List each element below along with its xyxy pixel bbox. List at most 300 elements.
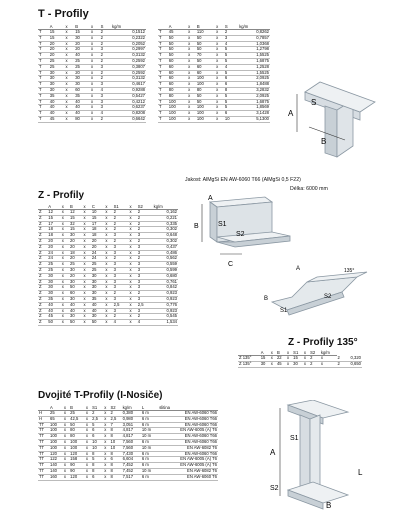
table-header-cell: A bbox=[49, 24, 65, 30]
table-cell: 22 bbox=[276, 356, 286, 362]
table-cell: 0,776 bbox=[153, 302, 178, 308]
table-header-cell: S2 bbox=[309, 350, 320, 356]
table-cell: 30 bbox=[49, 76, 65, 82]
table-cell: x bbox=[83, 227, 91, 233]
table-cell: x bbox=[104, 262, 112, 268]
table-cell: x bbox=[215, 58, 224, 64]
table-cell: 30 bbox=[91, 291, 105, 297]
table-cell: x bbox=[187, 76, 196, 82]
table-header-cell: B bbox=[69, 204, 83, 210]
table-cell: 2 bbox=[137, 256, 153, 262]
table-cell: 1,5525 bbox=[238, 53, 270, 59]
table-cell: T bbox=[38, 93, 49, 99]
table-cell: 1,534 bbox=[153, 320, 178, 326]
table-cell: x bbox=[270, 361, 276, 367]
table-cell: x bbox=[83, 314, 91, 320]
table-cell: 3 bbox=[113, 308, 129, 314]
table-cell: x bbox=[187, 47, 196, 53]
table-cell: x bbox=[128, 210, 136, 216]
table-cell: 2 bbox=[137, 210, 153, 216]
table-cell: 30 bbox=[47, 291, 61, 297]
table-cell: x bbox=[83, 308, 91, 314]
table-cell: 5 bbox=[224, 53, 238, 59]
table-cell: 122 bbox=[49, 457, 63, 463]
table-cell: x bbox=[65, 111, 75, 117]
table-cell: 4,817 bbox=[122, 428, 141, 434]
table-cell: x bbox=[104, 291, 112, 297]
table-cell: Z bbox=[38, 285, 47, 291]
table-cell: 7,517 bbox=[122, 474, 141, 480]
table-cell: 24 bbox=[47, 256, 61, 262]
table-cell: 10 bbox=[224, 116, 238, 122]
table-cell: 15 bbox=[74, 30, 90, 36]
table-cell: 20 bbox=[69, 273, 83, 279]
table-cell: x bbox=[128, 314, 136, 320]
table-cell: x bbox=[103, 463, 109, 469]
table-cell: 6 m bbox=[141, 416, 158, 422]
table-cell: 25 bbox=[91, 262, 105, 268]
table-cell: 42,5 bbox=[69, 416, 85, 422]
table-cell: x bbox=[85, 411, 91, 417]
table-cell: 0,2052 bbox=[111, 41, 146, 47]
z135-profile-title: Z - Profily 135° bbox=[288, 337, 358, 348]
table-cell: Z bbox=[38, 238, 47, 244]
table-cell: x bbox=[85, 463, 91, 469]
table-cell: 3 bbox=[137, 308, 153, 314]
table-cell: Z bbox=[38, 250, 47, 256]
table-cell: x bbox=[83, 285, 91, 291]
table-cell: 0,486 bbox=[153, 250, 178, 256]
table-cell: x bbox=[104, 210, 112, 216]
table-cell: 80 bbox=[74, 116, 90, 122]
i-label-b: B bbox=[326, 501, 332, 510]
table-cell: 15 bbox=[47, 215, 61, 221]
table-cell: 30 bbox=[91, 314, 105, 320]
table-cell: 4 bbox=[224, 64, 238, 70]
table-cell: 25 bbox=[74, 58, 90, 64]
table-cell: 30 bbox=[47, 285, 61, 291]
table-cell: x bbox=[63, 434, 69, 440]
table-cell: 15 bbox=[292, 356, 303, 362]
table-cell: 1,0368 bbox=[238, 41, 270, 47]
table-cell: 30 bbox=[69, 233, 83, 239]
table-cell: T bbox=[158, 64, 168, 70]
table-cell: 3,051 bbox=[122, 422, 141, 428]
table-cell: 2 bbox=[309, 356, 320, 362]
table-cell: 65 bbox=[49, 416, 63, 422]
table-cell: 8 bbox=[224, 87, 238, 93]
table-cell: 5 bbox=[224, 93, 238, 99]
z135-label-a: A bbox=[296, 266, 301, 272]
table-cell: x bbox=[128, 262, 136, 268]
table-cell: 50 bbox=[196, 99, 215, 105]
table-cell: 35 bbox=[74, 93, 90, 99]
table-cell: 50 bbox=[47, 320, 61, 326]
table-cell: 7,452 bbox=[122, 463, 141, 469]
z-label-a: A bbox=[208, 195, 213, 202]
table-cell: T bbox=[38, 30, 49, 36]
table-cell: 0,8262 bbox=[238, 30, 270, 36]
table-cell: x bbox=[90, 99, 100, 105]
table-cell: x bbox=[61, 227, 69, 233]
table-cell: x bbox=[61, 273, 69, 279]
table-cell: x bbox=[320, 356, 337, 362]
table-cell: 3 bbox=[137, 279, 153, 285]
table-header-cell: x bbox=[83, 204, 91, 210]
table-cell: 4 bbox=[137, 320, 153, 326]
table-cell: TT bbox=[38, 445, 49, 451]
table-cell: 20 bbox=[47, 244, 61, 250]
table-cell: x bbox=[83, 210, 91, 216]
table-cell: x bbox=[83, 244, 91, 250]
z135-profile-table bbox=[238, 350, 362, 368]
table-cell: 5,1300 bbox=[238, 116, 270, 122]
table-cell: 40 bbox=[49, 111, 65, 117]
table-cell: 12 bbox=[69, 210, 83, 216]
table-cell: 110 bbox=[196, 30, 215, 36]
table-cell: x bbox=[215, 111, 224, 117]
table-cell: x bbox=[61, 285, 69, 291]
table-cell: x bbox=[128, 267, 136, 273]
table-header-cell: x bbox=[104, 204, 112, 210]
table-header-cell: A bbox=[49, 405, 63, 411]
table-cell: 40 bbox=[49, 105, 65, 111]
table-cell: 18 bbox=[47, 227, 61, 233]
table-cell: 0,559 bbox=[153, 262, 178, 268]
table-cell: 0,761 bbox=[153, 279, 178, 285]
table-cell: T bbox=[158, 30, 168, 36]
table-cell: 15 bbox=[49, 35, 65, 41]
table-cell: 2 bbox=[137, 227, 153, 233]
table-cell: 0,4212 bbox=[111, 99, 146, 105]
table-cell: 2 bbox=[110, 411, 122, 417]
table-header-cell: x bbox=[63, 405, 69, 411]
table-cell: x bbox=[65, 99, 75, 105]
table-cell: 0,650 bbox=[343, 361, 362, 367]
table-cell: x bbox=[61, 291, 69, 297]
table-cell: 1,6875 bbox=[238, 99, 270, 105]
i-profile-title: Dvojité T-Profily (I-Nosiče) bbox=[38, 390, 163, 401]
table-cell: x bbox=[187, 58, 196, 64]
table-cell: x bbox=[65, 47, 75, 53]
table-cell: Z bbox=[38, 267, 47, 273]
table-cell: 3 bbox=[137, 233, 153, 239]
table-cell: 45 bbox=[49, 116, 65, 122]
table-row bbox=[158, 116, 270, 122]
table-cell: 70 bbox=[196, 53, 215, 59]
table-cell: 6 m bbox=[141, 474, 158, 480]
table-cell: 30 bbox=[69, 279, 83, 285]
table-cell: 50 bbox=[69, 422, 85, 428]
z-label-c: C bbox=[228, 261, 234, 268]
table-cell: T bbox=[158, 82, 168, 88]
table-cell: 10 bbox=[110, 445, 122, 451]
table-cell: 15 bbox=[260, 356, 270, 362]
table-cell: 50 bbox=[168, 53, 187, 59]
table-cell: x bbox=[90, 53, 100, 59]
table-cell: 8 bbox=[110, 428, 122, 434]
table-cell: 50 bbox=[168, 47, 187, 53]
table-header-cell: B bbox=[74, 24, 90, 30]
z-profile-table bbox=[38, 204, 178, 326]
table-cell: 8 bbox=[110, 463, 122, 469]
table-cell: x bbox=[65, 64, 75, 70]
table-cell: x bbox=[187, 70, 196, 76]
table-cell: 2 bbox=[137, 238, 153, 244]
table-cell: Z bbox=[38, 233, 47, 239]
table-cell: 2 bbox=[100, 76, 111, 82]
table-header-cell: S bbox=[100, 24, 111, 30]
table-cell: EN AW-6005 (A) T6 bbox=[158, 457, 218, 463]
table-cell: 40 bbox=[69, 308, 83, 314]
table-cell: 120 bbox=[49, 451, 63, 457]
table-cell: 15 bbox=[69, 227, 83, 233]
table-cell: x bbox=[83, 262, 91, 268]
table-cell: x bbox=[215, 53, 224, 59]
table-cell: T bbox=[38, 70, 49, 76]
table-cell: 7,452 bbox=[122, 468, 141, 474]
table-cell: T bbox=[158, 111, 168, 117]
table-cell: 8 bbox=[91, 468, 103, 474]
table-cell: x bbox=[187, 64, 196, 70]
table-cell: 0,9288 bbox=[111, 87, 146, 93]
table-cell: 40 bbox=[91, 308, 105, 314]
table-cell: x bbox=[215, 76, 224, 82]
table-cell: x bbox=[187, 35, 196, 41]
table-cell: 0,2322 bbox=[111, 35, 146, 41]
table-cell: x bbox=[103, 416, 109, 422]
table-cell: 30 bbox=[49, 70, 65, 76]
table-cell: 4 bbox=[100, 111, 111, 117]
table-header-cell: S1 bbox=[113, 204, 129, 210]
table-cell: EN AW-6060 T66 bbox=[158, 422, 218, 428]
table-cell: 12 bbox=[47, 210, 61, 216]
table-cell: 0,2997 bbox=[111, 47, 146, 53]
table-cell: x bbox=[65, 82, 75, 88]
table-cell: x bbox=[85, 422, 91, 428]
table-cell: x bbox=[103, 439, 109, 445]
table-cell: 3 bbox=[137, 244, 153, 250]
table-cell: 2 bbox=[100, 35, 111, 41]
table-cell: x bbox=[83, 273, 91, 279]
i-label-s2: S2 bbox=[270, 485, 279, 492]
table-cell: TT bbox=[38, 468, 49, 474]
table-cell: H bbox=[38, 411, 49, 417]
table-header-cell: S2 bbox=[137, 204, 153, 210]
z135-label-s1: S1 bbox=[280, 308, 288, 314]
table-cell: x bbox=[61, 296, 69, 302]
table-cell: x bbox=[83, 256, 91, 262]
table-cell: x bbox=[63, 428, 69, 434]
table-cell: 0,6642 bbox=[111, 116, 146, 122]
table-cell: 100 bbox=[168, 105, 187, 111]
table-cell: 2 bbox=[113, 221, 129, 227]
table-cell: 120 bbox=[69, 474, 85, 480]
table-cell: 30 bbox=[74, 35, 90, 41]
table-cell: x bbox=[215, 82, 224, 88]
table-cell: T bbox=[158, 87, 168, 93]
table-cell: x bbox=[104, 296, 112, 302]
table-header-cell: x bbox=[187, 24, 196, 30]
table-header-cell: x bbox=[85, 405, 91, 411]
table-cell: Z 135° bbox=[238, 361, 260, 367]
table-cell: x bbox=[215, 64, 224, 70]
table-header-cell: S bbox=[224, 24, 238, 30]
table-cell: 80 bbox=[69, 434, 85, 440]
table-cell: 8 bbox=[110, 474, 122, 480]
table-cell: x bbox=[103, 474, 109, 480]
table-cell: x bbox=[215, 35, 224, 41]
table-cell: 10 m bbox=[141, 468, 158, 474]
table-cell: 3 bbox=[100, 93, 111, 99]
table-cell: 0,545 bbox=[153, 314, 178, 320]
table-cell: x bbox=[90, 70, 100, 76]
table-cell: 100 bbox=[168, 111, 187, 117]
table-cell: T bbox=[38, 47, 49, 53]
table-cell: 20 bbox=[49, 41, 65, 47]
table-row bbox=[38, 116, 146, 122]
table-cell: x bbox=[187, 87, 196, 93]
table-cell: Z bbox=[38, 320, 47, 326]
table-cell: x bbox=[104, 238, 112, 244]
table-cell: 5 bbox=[224, 99, 238, 105]
table-cell: x bbox=[63, 457, 69, 463]
material-note: Jakost: AlMgSi EN AW-6060 T66 (AlMgSi 0,5 F22) bbox=[185, 177, 301, 183]
table-cell: 1,8569 bbox=[238, 105, 270, 111]
table-cell: x bbox=[128, 308, 136, 314]
table-cell: TT bbox=[38, 434, 49, 440]
table-cell: 6 bbox=[91, 434, 103, 440]
table-cell: 100 bbox=[49, 434, 63, 440]
table-cell: x bbox=[83, 221, 91, 227]
table-cell: 60 bbox=[168, 58, 187, 64]
table-cell: 80 bbox=[168, 93, 187, 99]
table-cell: 2,5 bbox=[91, 416, 103, 422]
table-cell: x bbox=[83, 267, 91, 273]
t-profile-title: T - Profily bbox=[38, 8, 89, 20]
table-cell: 2 bbox=[137, 314, 153, 320]
table-cell: 0,320 bbox=[343, 356, 362, 362]
table-cell: T bbox=[158, 35, 168, 41]
table-cell: 40 bbox=[74, 53, 90, 59]
table-cell: 2 bbox=[137, 291, 153, 297]
table-cell: T bbox=[158, 70, 168, 76]
table-cell: 3 bbox=[100, 64, 111, 70]
table-cell: 2,5 bbox=[137, 302, 153, 308]
table-cell: 2 bbox=[337, 356, 344, 362]
table-cell: 20 bbox=[69, 244, 83, 250]
table-cell: T bbox=[158, 53, 168, 59]
table-cell: 0,302 bbox=[153, 227, 178, 233]
z135-label-b: B bbox=[264, 296, 269, 302]
table-cell: TT bbox=[38, 428, 49, 434]
table-cell: 0,3132 bbox=[111, 76, 146, 82]
table-cell: 6 m bbox=[141, 457, 158, 463]
table-cell: x bbox=[90, 82, 100, 88]
table-cell: TT bbox=[38, 457, 49, 463]
table-cell: 160 bbox=[49, 474, 63, 480]
table-cell: 2,0925 bbox=[238, 93, 270, 99]
table-cell: 40 bbox=[74, 111, 90, 117]
table-cell: x bbox=[90, 87, 100, 93]
table-cell: 18 bbox=[91, 233, 105, 239]
table-cell: 3 bbox=[137, 285, 153, 291]
table-cell: x bbox=[65, 76, 75, 82]
table-cell: 3,1428 bbox=[238, 111, 270, 117]
table-cell: 20 bbox=[49, 53, 65, 59]
table-cell: 5 bbox=[91, 457, 103, 463]
table-cell: 20 bbox=[69, 256, 83, 262]
table-cell: x bbox=[103, 445, 109, 451]
table-cell: 2 bbox=[113, 210, 129, 216]
table-cell: x bbox=[83, 233, 91, 239]
table-row bbox=[38, 474, 218, 480]
table-cell: 3 bbox=[113, 262, 129, 268]
table-cell: 3 bbox=[113, 285, 129, 291]
table-cell: 30 bbox=[47, 273, 61, 279]
table-header-cell: kg/m bbox=[122, 405, 141, 411]
table-cell: Z bbox=[38, 314, 47, 320]
table-cell: 0,4617 bbox=[111, 82, 146, 88]
i-profile-drawing bbox=[248, 400, 378, 515]
table-cell: x bbox=[104, 221, 112, 227]
table-cell: x bbox=[90, 111, 100, 117]
table-cell: 2 bbox=[100, 41, 111, 47]
table-header-cell: C bbox=[91, 204, 105, 210]
table-cell: x bbox=[103, 422, 109, 428]
i-label-s1: S1 bbox=[290, 435, 299, 442]
table-cell: 45 bbox=[47, 314, 61, 320]
table-cell: 3 bbox=[100, 99, 111, 105]
table-cell: 50 bbox=[196, 58, 215, 64]
table-cell: x bbox=[65, 30, 75, 36]
table-cell: x bbox=[90, 64, 100, 70]
table-cell: 3 bbox=[113, 233, 129, 239]
table-cell: x bbox=[128, 227, 136, 233]
table-cell: 24 bbox=[91, 250, 105, 256]
table-cell: 25 bbox=[91, 267, 105, 273]
table-cell: 24 bbox=[47, 250, 61, 256]
table-header-cell: x bbox=[303, 350, 309, 356]
table-header-cell: B bbox=[196, 24, 215, 30]
table-header-cell: S1 bbox=[91, 405, 103, 411]
table-cell: T bbox=[38, 58, 49, 64]
table-cell: T bbox=[158, 41, 168, 47]
table-cell: Z bbox=[38, 302, 47, 308]
table-cell: 2 bbox=[113, 227, 129, 233]
table-cell: x bbox=[90, 116, 100, 122]
table-cell: x bbox=[90, 93, 100, 99]
table-cell: 80 bbox=[196, 87, 215, 93]
table-cell: 3 bbox=[224, 35, 238, 41]
table-cell: x bbox=[90, 58, 100, 64]
table-cell: x bbox=[61, 320, 69, 326]
table-cell: EN AW-6060 T66 bbox=[158, 434, 218, 440]
table-cell: 25 bbox=[49, 411, 63, 417]
table-cell: 0,302 bbox=[153, 238, 178, 244]
table-cell: EN AW-6060 T66 bbox=[158, 451, 218, 457]
table-cell: 2 bbox=[337, 361, 344, 367]
table-cell: 1,2528 bbox=[238, 64, 270, 70]
table-cell: 5 bbox=[224, 105, 238, 111]
table-cell: x bbox=[128, 244, 136, 250]
table-cell: 60 bbox=[74, 87, 90, 93]
table-cell: 100 bbox=[168, 99, 187, 105]
table-cell: 20 bbox=[47, 238, 61, 244]
table-cell: x bbox=[303, 356, 309, 362]
table-cell: x bbox=[215, 105, 224, 111]
table-cell: 35 bbox=[47, 296, 61, 302]
